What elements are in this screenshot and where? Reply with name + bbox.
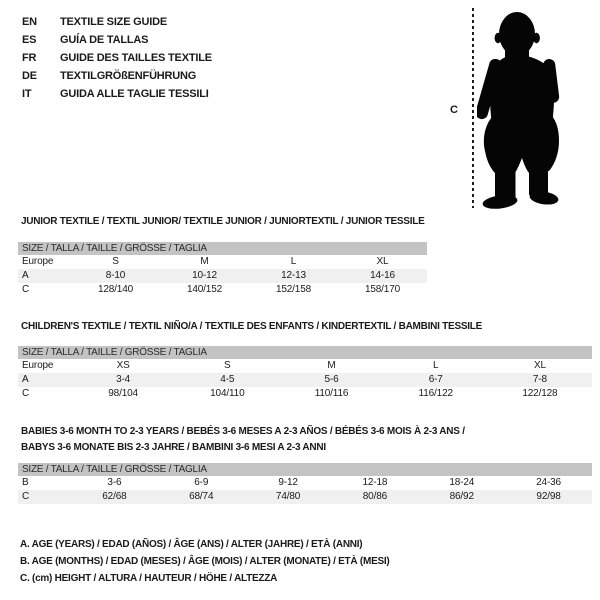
table-row-height — [18, 387, 592, 401]
cell-value: 24-36 — [536, 477, 561, 488]
language-code: DE — [22, 70, 37, 82]
column-header-row — [18, 255, 427, 269]
cell-value: 68/74 — [189, 491, 214, 502]
language-title-list — [22, 13, 212, 103]
language-row-de — [22, 67, 212, 85]
language-row-fr — [22, 49, 212, 67]
babies-table-title-line1: BABIES 3-6 MONTH TO 2-3 YEARS / BEBÉS 3-6 MESES A 2-3 AÑOS / BÉBÉS 3-6 MOIS À 2-3 ANS / — [21, 426, 465, 437]
table-row-age-months — [18, 476, 592, 490]
size-header-bar: SIZE / TALLA / TAILLE / GRÖSSE / TAGLIA — [18, 463, 592, 476]
babies-table-title — [21, 424, 592, 456]
guide-title-fr: GUIDE DES TAILLES TEXTILE — [60, 52, 212, 64]
height-measure-dashed-line — [472, 8, 474, 208]
size-header-bar: SIZE / TALLA / TAILLE / GRÖSSE / TAGLIA — [18, 346, 592, 359]
guide-title-en: TEXTILE SIZE GUIDE — [60, 16, 168, 28]
cell-value: 104/110 — [210, 388, 245, 399]
cell-value: 14-16 — [370, 270, 395, 281]
table-row-age — [18, 269, 427, 283]
cell-value: 18-24 — [449, 477, 475, 488]
size-column-header: M — [327, 360, 336, 371]
table-row-height — [18, 283, 427, 297]
cell-value: 86/92 — [449, 491, 474, 502]
language-code: EN — [22, 16, 37, 28]
cell-value: 7-8 — [532, 374, 547, 385]
children-table-title: CHILDREN'S TEXTILE / TEXTIL NIÑO/A / TEXTILE DES ENFANTS / KINDERTEXTIL / BAMBINI TESSILE — [21, 321, 483, 332]
cell-value: 80/86 — [362, 491, 388, 502]
cell-value: 8-10 — [105, 270, 126, 281]
row-label: B — [22, 477, 29, 488]
babies-table-title-line2: BABYS 3-6 MONATE BIS 2-3 JAHRE / BAMBINI 3-6 MESI A 2-3 ANNI — [21, 442, 326, 453]
toddler-silhouette — [477, 7, 595, 213]
note-height-cm: C. (cm) HEIGHT / ALTURA / HAUTEUR / HÖHE / ALTEZZA — [20, 573, 278, 584]
cell-value: 9-12 — [278, 477, 298, 488]
cell-value: 116/122 — [418, 388, 453, 399]
size-column-header: M — [200, 256, 209, 267]
size-column-header: S — [112, 256, 119, 267]
note-age-months: B. AGE (MONTHS) / EDAD (MESES) / ÂGE (MOIS) / ALTER (MONATE) / ETÀ (MESI) — [20, 556, 390, 567]
cell-value: 10-12 — [192, 270, 217, 281]
region-label: Europe — [22, 360, 54, 371]
cell-value: 158/170 — [364, 284, 401, 295]
cell-value: 140/152 — [186, 284, 223, 295]
size-column-header: XS — [116, 360, 130, 371]
cell-value: 128/140 — [97, 284, 134, 295]
language-row-en — [22, 13, 212, 31]
note-age-years: A. AGE (YEARS) / EDAD (AÑOS) / ÂGE (ANS) / ALTER (JAHRE) / ETÀ (ANNI) — [20, 539, 363, 550]
babies-textile-table — [18, 424, 592, 504]
cell-value: 74/80 — [275, 491, 301, 502]
cell-value: 152/158 — [275, 284, 312, 295]
table-row-age — [18, 373, 592, 387]
junior-textile-table — [18, 214, 427, 297]
cell-value: 92/98 — [536, 491, 561, 502]
cell-value: 110/116 — [314, 388, 349, 399]
cell-value: 122/128 — [522, 388, 558, 399]
cell-value: 12-18 — [362, 477, 388, 488]
row-label: C — [22, 284, 30, 295]
size-header-bar: SIZE / TALLA / TAILLE / GRÖSSE / TAGLIA — [18, 242, 427, 255]
language-code: FR — [22, 52, 37, 64]
language-code: IT — [22, 88, 32, 100]
row-label: A — [22, 270, 29, 281]
size-column-header: XL — [376, 256, 389, 267]
junior-table-title: JUNIOR TEXTILE / TEXTIL JUNIOR/ TEXTILE JUNIOR / JUNIORTEXTIL / JUNIOR TESSILE — [21, 216, 425, 227]
language-row-es — [22, 31, 212, 49]
children-textile-table — [18, 319, 592, 401]
language-code: ES — [22, 34, 37, 46]
size-column-header: L — [290, 256, 297, 267]
table-row-height — [18, 490, 592, 504]
row-label: C — [22, 491, 30, 502]
cell-value: 3-4 — [116, 374, 131, 385]
cell-value: 12-13 — [281, 270, 306, 281]
cell-value: 4-5 — [220, 374, 235, 385]
language-row-it — [22, 85, 212, 103]
row-label: C — [22, 388, 30, 399]
cell-value: 98/104 — [108, 388, 138, 399]
size-column-header: L — [433, 360, 439, 371]
row-label: A — [22, 374, 29, 385]
size-column-header: S — [224, 360, 231, 371]
guide-title-es: GUÍA DE TALLAS — [60, 34, 149, 46]
cell-value: 6-9 — [194, 477, 209, 488]
column-header-row — [18, 359, 592, 373]
height-measure-label: C — [450, 104, 458, 116]
legend-notes — [20, 536, 390, 587]
region-label: Europe — [22, 256, 54, 267]
cell-value: 3-6 — [107, 477, 122, 488]
cell-value: 6-7 — [428, 374, 443, 385]
cell-value: 5-6 — [324, 374, 339, 385]
size-column-header: XL — [533, 360, 546, 371]
guide-title-de: TEXTILGRÖßENFÜHRUNG — [60, 70, 197, 82]
cell-value: 62/68 — [102, 491, 127, 502]
guide-title-it: GUIDA ALLE TAGLIE TESSILI — [60, 88, 209, 100]
